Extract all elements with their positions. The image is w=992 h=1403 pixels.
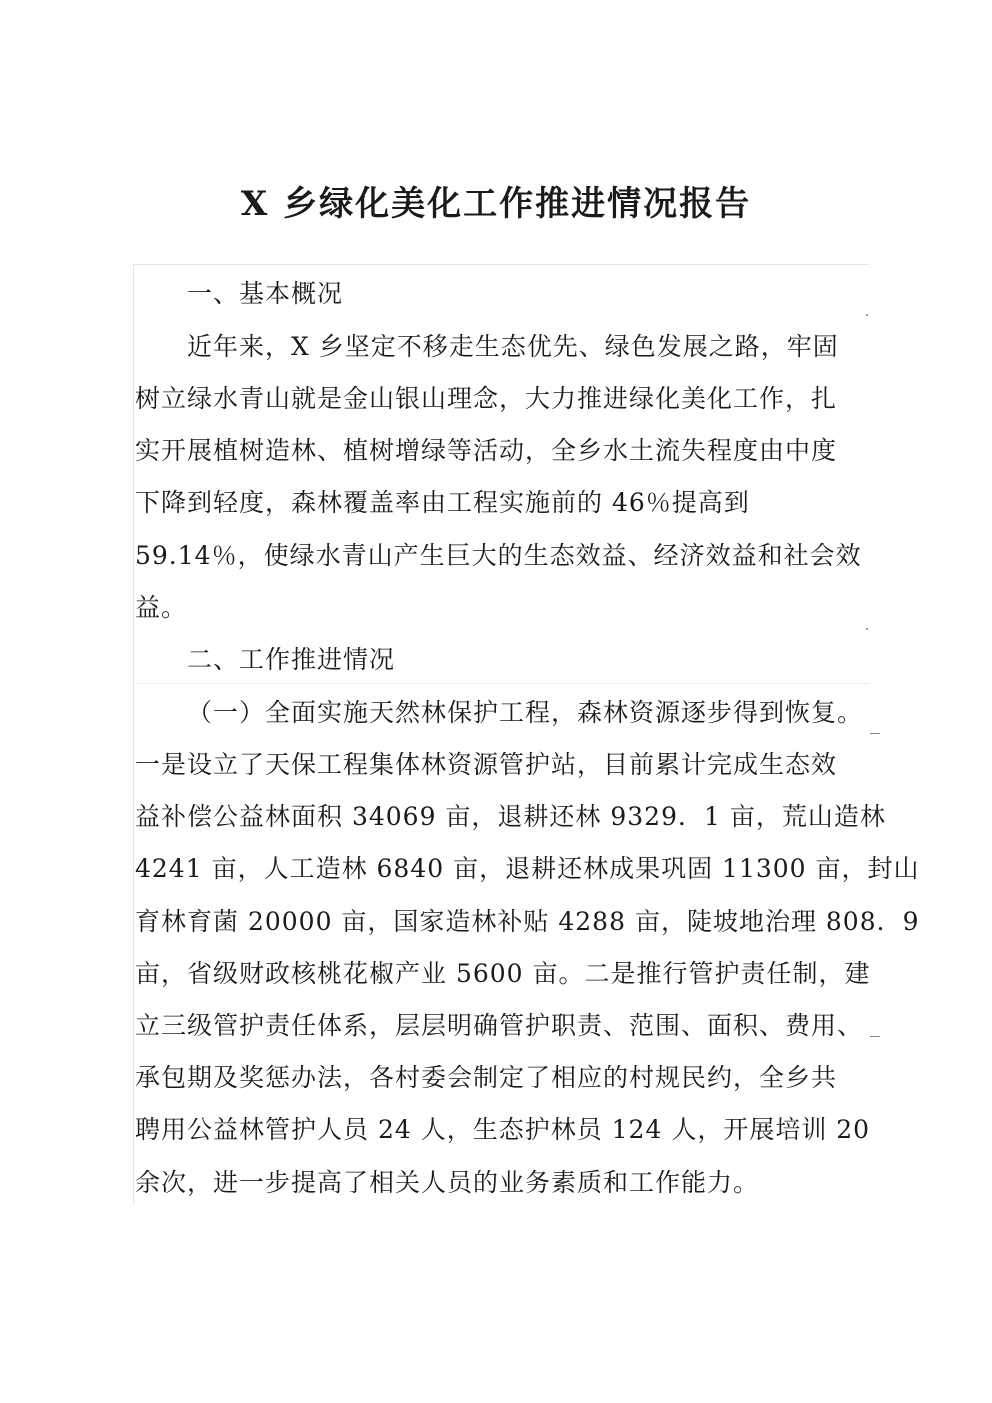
paragraph-line: 树立绿水青山就是金山银山理念，大力推进绿化美化工作，扎 [135, 384, 838, 413]
text-frame-top-border [133, 264, 869, 265]
text-frame-left-border [133, 264, 134, 1204]
paragraph-line: 余次，进一步提高了相关人员的业务素质和工作能力。 [135, 1168, 760, 1197]
paragraph-line: 实开展植树造林、植树增绿等活动，全乡水土流失程度由中度 [135, 436, 838, 465]
paragraph-line: 亩，省级财政核桃花椒产业 5600 亩。二是推行管护责任制，建 [135, 959, 871, 988]
line-end-mark [870, 733, 880, 734]
subsection-heading: （一）全面实施天然林保护工程，森林资源逐步得到恢复。 [187, 698, 864, 727]
section-heading-work-progress: 二、工作推进情况 [187, 645, 396, 674]
paragraph-line: 59.14％，使绿水青山产生巨大的生态效益、经济效益和社会效 [135, 541, 862, 570]
paragraph-line: 4241 亩，人工造林 6840 亩，退耕还林成果巩固 11300 亩，封山 [135, 854, 920, 883]
paragraph-line: 立三级管护责任体系，层层明确管护职责、范围、面积、费用、 [135, 1011, 864, 1040]
paragraph-line: 聘用公益林管护人员 24 人，生态护林员 124 人，开展培训 20 [135, 1115, 871, 1144]
text-frame-divider [133, 683, 869, 684]
margin-mark [866, 628, 868, 630]
paragraph-line: 育林育菌 20000 亩，国家造林补贴 4288 亩，陡坡地治理 808．9 [135, 907, 920, 936]
section-heading-basic-overview: 一、基本概况 [187, 279, 344, 308]
document-title: X 乡绿化美化工作推进情况报告 [240, 184, 752, 224]
margin-mark [866, 314, 868, 316]
paragraph-line: 一是设立了天保工程集体林资源管护站，目前累计完成生态效 [135, 750, 838, 779]
paragraph-line: 承包期及奖惩办法，各村委会制定了相应的村规民约，全乡共 [135, 1063, 838, 1092]
paragraph-line: 益。 [135, 593, 188, 622]
paragraph-line: 益补偿公益林面积 34069 亩，退耕还林 9329．1 亩，荒山造林 [135, 802, 886, 831]
line-end-mark [870, 1036, 880, 1037]
paragraph-line: 近年来，X 乡坚定不移走生态优先、绿色发展之路，牢固 [187, 332, 839, 361]
paragraph-line: 下降到轻度，森林覆盖率由工程实施前的 46％提高到 [135, 488, 750, 517]
